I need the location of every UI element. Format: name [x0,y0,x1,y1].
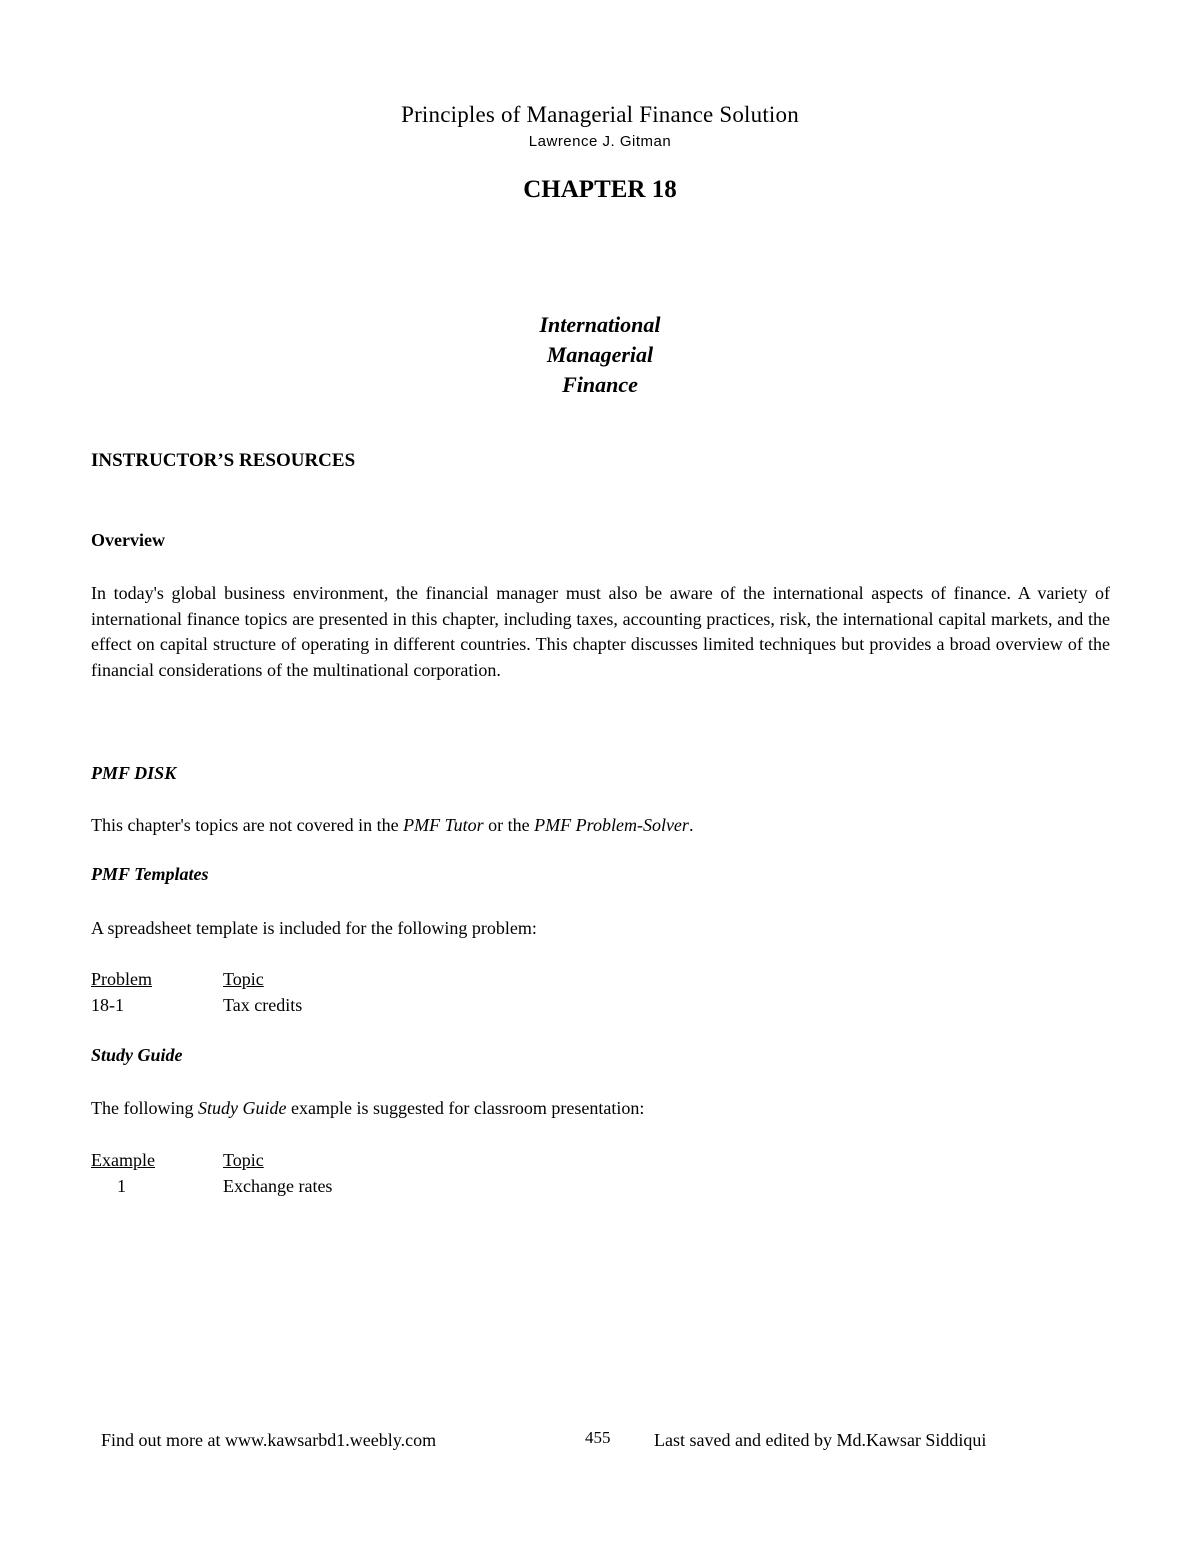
pmf-templates-heading: PMF Templates [91,864,209,884]
table-row [91,992,591,1018]
study-guide-topic: Exchange rates [223,1176,333,1196]
templates-topic: Tax credits [223,995,303,1015]
footer-website: Find out more at www.kawsarbd1.weebly.com [101,1430,437,1450]
templates-problem-number: 18-1 [91,995,124,1015]
chapter-title-line: Managerial [546,342,654,367]
study-guide-intro-before: The following [91,1098,198,1118]
pmf-disk-text-before: This chapter's topics are not covered in the [91,815,404,835]
overview-paragraph: In today's global business environment, the financial manager must also be aware of the international aspects of finance. A variety of international finance topics are presented in this chapter, including taxes, accounting practices, risk, the international capital markets, and the effect on capital structure of operating in different countries. This chapter discusses limited techniques but provides a broad overview of the financial considerations of the multinational corporation. [91,583,1110,680]
study-guide-intro [91,1096,644,1122]
pmf-disk-text-after: . [688,815,694,835]
study-guide-col1-header: Example [91,1150,155,1170]
document-header-author: Lawrence J. Gitman [528,133,672,150]
templates-col2-header: Topic [223,969,264,989]
pmf-disk-text [91,813,693,839]
footer-editor: Last saved and edited by Md.Kawsar Siddiqui [654,1430,987,1450]
chapter-label: CHAPTER 18 [523,176,677,203]
study-guide-table-header [91,1147,591,1173]
study-guide-title: Study Guide [197,1098,287,1118]
pmf-tutor-title: PMF Tutor [403,815,484,835]
page-number: 455 [585,1428,611,1447]
overview-heading: Overview [91,530,165,550]
study-guide-example-number: 1 [117,1176,126,1196]
chapter-title-line: Finance [562,372,638,397]
study-guide-heading: Study Guide [91,1045,183,1065]
resources-heading: INSTRUCTOR’S RESOURCES [91,450,356,471]
document-header-title: Principles of Managerial Finance Solution [401,102,799,127]
templates-table-header [91,966,591,992]
study-guide-intro-after: example is suggested for classroom presentation: [286,1098,645,1118]
table-row [91,1173,591,1199]
chapter-title-line: International [539,312,661,337]
pmf-problem-solver-title: PMF Problem-Solver [534,815,689,835]
pmf-templates-intro: A spreadsheet template is included for the following problem: [91,918,537,938]
pmf-disk-text-middle: or the [483,815,535,835]
pmf-disk-heading: PMF DISK [91,763,177,783]
study-guide-col2-header: Topic [223,1150,264,1170]
templates-col1-header: Problem [91,969,152,989]
chapter-title [0,310,1200,400]
